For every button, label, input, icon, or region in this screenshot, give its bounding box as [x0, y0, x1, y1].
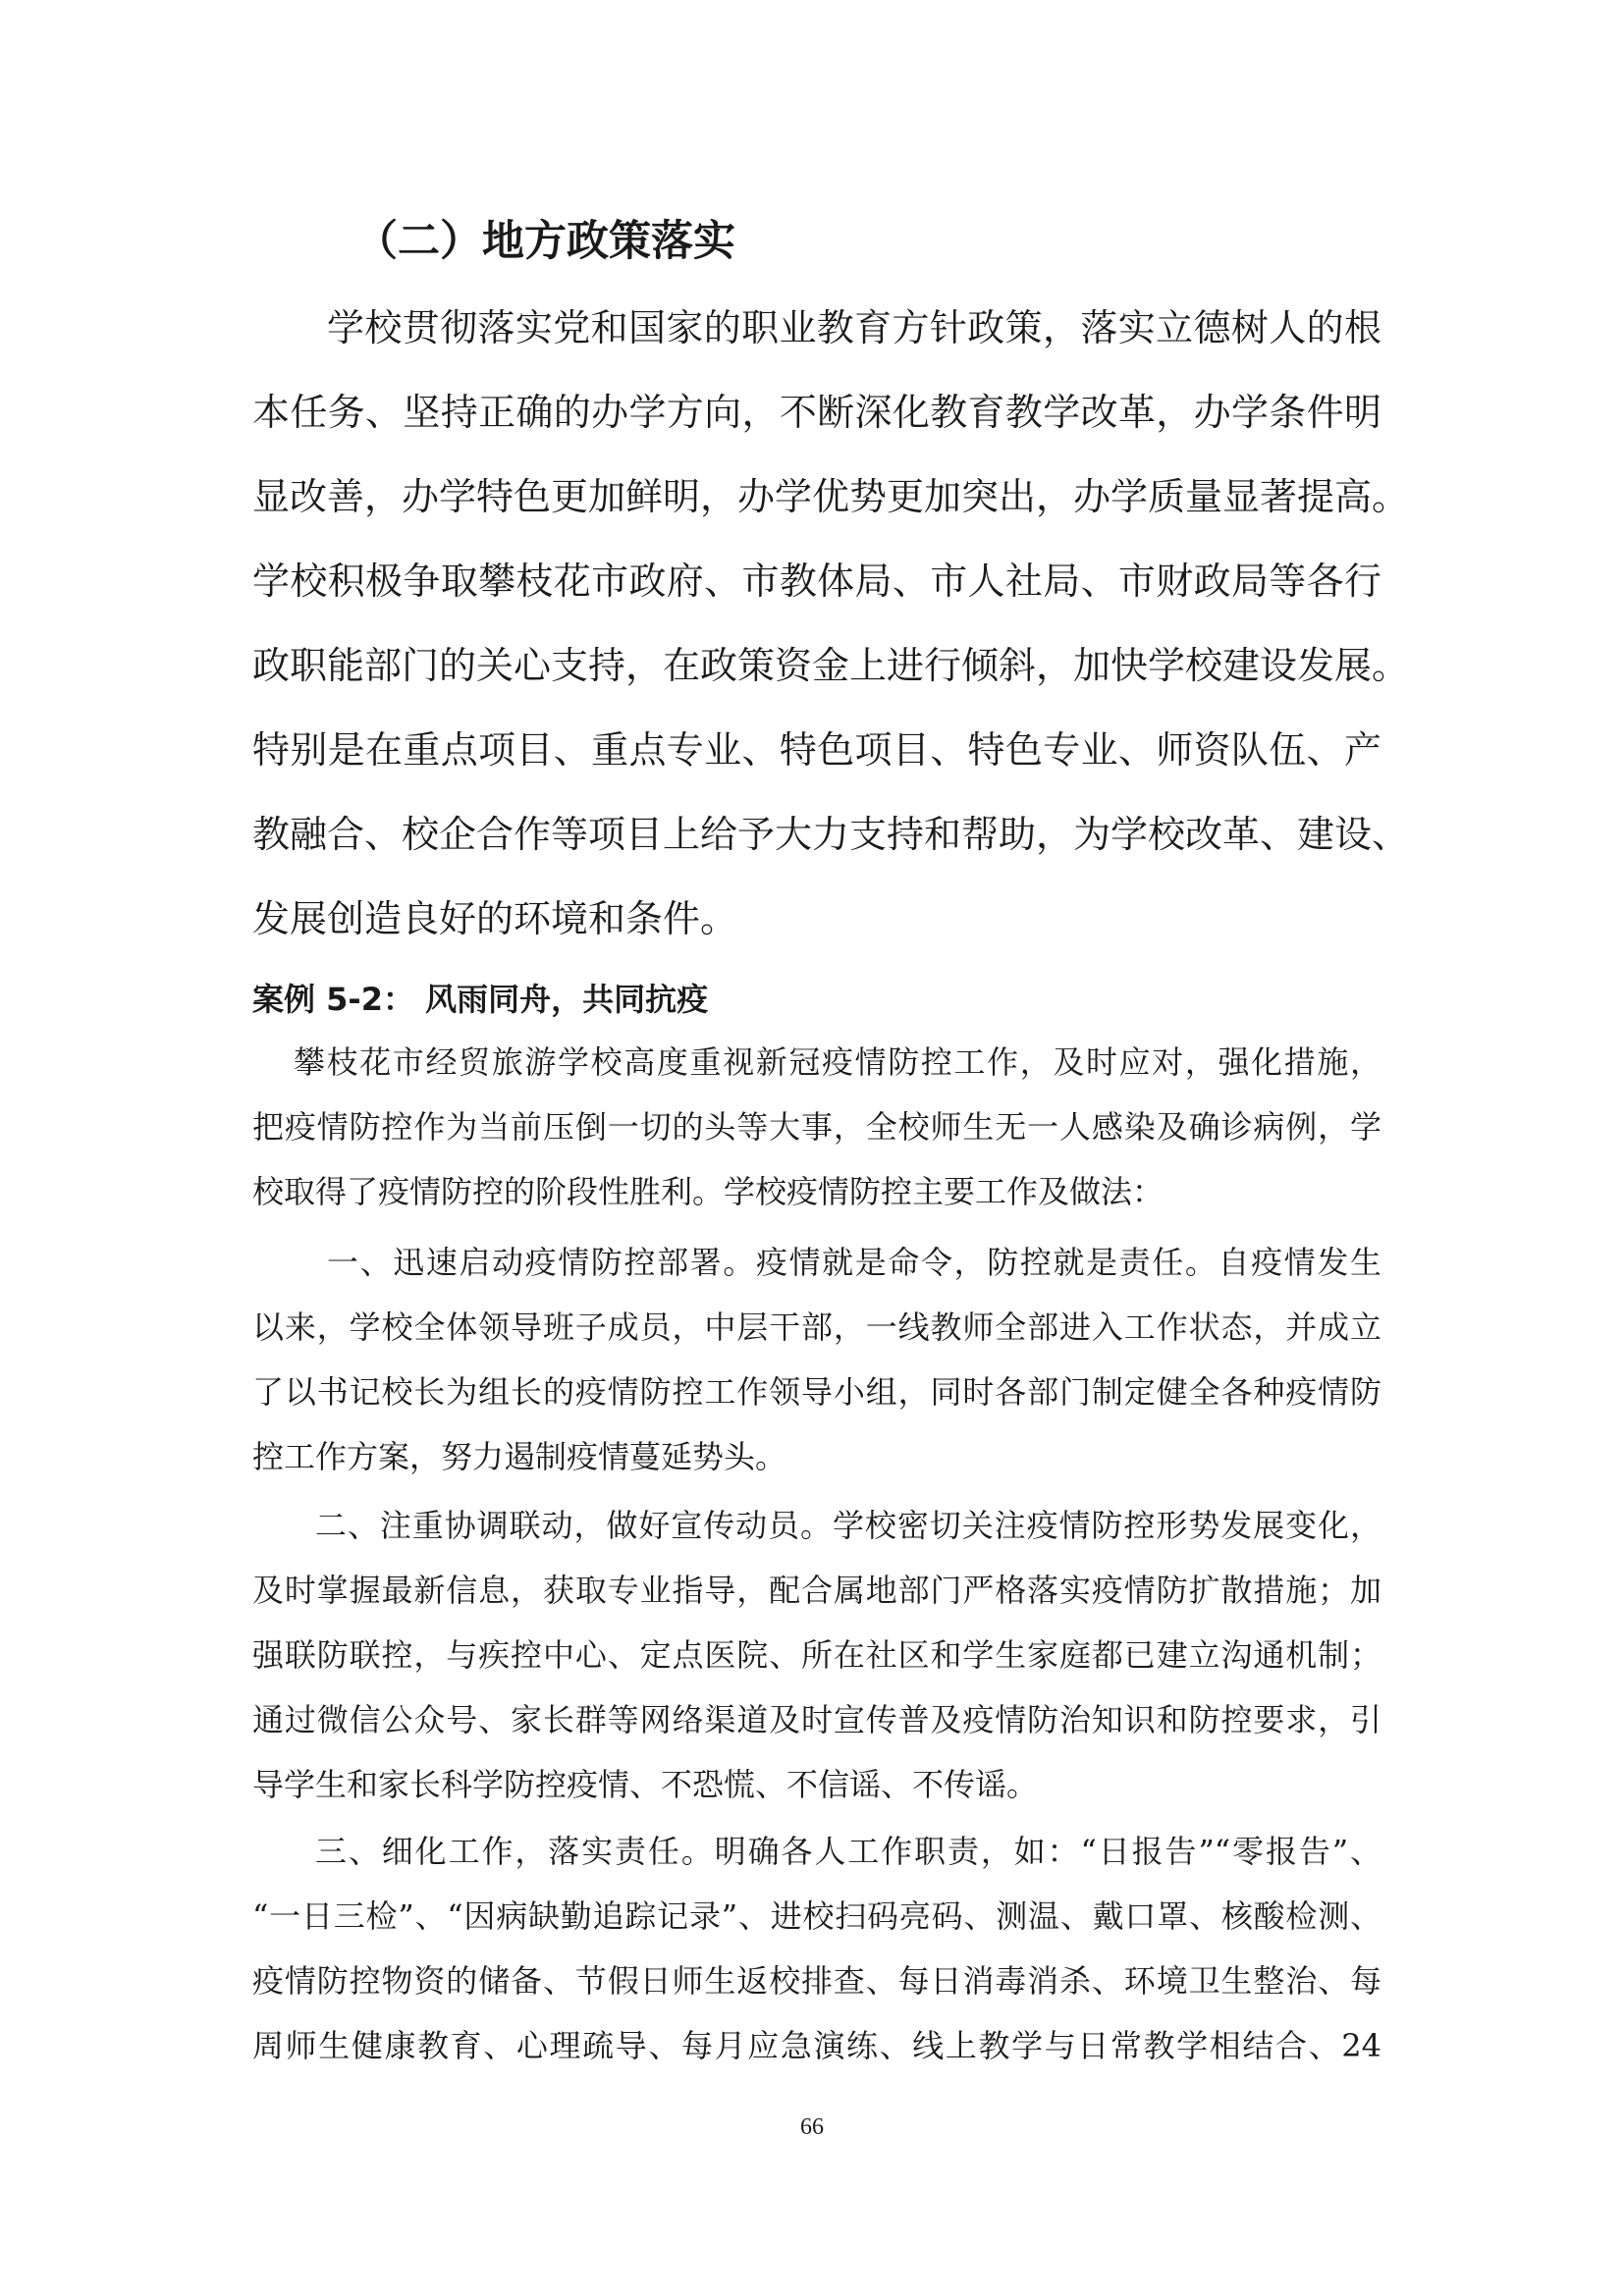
- paragraph-line: 特别是在重点项目、重点专业、特色项目、特色专业、师资队伍、产: [252, 728, 1381, 772]
- paragraph-line: 显改善，办学特色更加鲜明，办学优势更加突出，办学质量显著提高。: [252, 475, 1410, 518]
- case-point-line: 导学生和家长科学防控疫情、不恐慌、不信谣、不传谣。: [252, 1766, 1039, 1803]
- case-point-line: 周师生健康教育、心理疏导、每月应急演练、线上教学与日常教学相结合、24: [252, 2027, 1381, 2064]
- case-intro-line: 校取得了疫情防控的阶段性胜利。学校疫情防控主要工作及做法：: [252, 1173, 1164, 1210]
- case-point-line: 三、细化工作，落实责任。明确各人工作职责，如：“日报告”“零报告”、: [315, 1833, 1381, 1870]
- section-heading: （二）地方政策落实: [355, 217, 735, 266]
- paragraph-line: 发展创造良好的环境和条件。: [252, 897, 738, 940]
- case-title: 案例 5-2： 风雨同舟，共同抗疫: [252, 981, 709, 1018]
- case-point-line: 二、注重协调联动，做好宣传动员。学校密切关注疫情防控形势发展变化，: [315, 1507, 1381, 1544]
- paragraph-line: 教融合、校企合作等项目上给予大力支持和帮助，为学校改革、建设、: [252, 813, 1410, 856]
- page-number: 66: [800, 2114, 824, 2140]
- case-point-line: 通过微信公众号、家长群等网络渠道及时宣传普及疫情防治知识和防控要求，引: [252, 1701, 1381, 1738]
- case-point-line: 及时掌握最新信息，获取专业指导，配合属地部门严格落实疫情防扩散措施；加: [252, 1572, 1381, 1609]
- case-point-line: “一日三检”、“因病缺勤追踪记录”、进校扫码亮码、测温、戴口罩、核酸检测、: [252, 1897, 1381, 1935]
- case-intro-line: 攀枝花市经贸旅游学校高度重视新冠疫情防控工作，及时应对，强化措施，: [294, 1043, 1381, 1081]
- case-point-line: 强联防联控，与疾控中心、定点医院、所在社区和学生家庭都已建立沟通机制；: [252, 1636, 1381, 1674]
- case-point-line: 了以书记校长为组长的疫情防控工作领导小组，同时各部门制定健全各种疫情防: [252, 1373, 1381, 1411]
- paragraph-line: 本任务、坚持正确的办学方向，不断深化教育教学改革，办学条件明: [252, 391, 1381, 434]
- paragraph-line: 政职能部门的关心支持，在政策资金上进行倾斜，加快学校建设发展。: [252, 644, 1410, 687]
- paragraph-line: 学校积极争取攀枝花市政府、市教体局、市人社局、市财政局等各行: [252, 560, 1381, 603]
- paragraph-line: 学校贯彻落实党和国家的职业教育方针政策，落实立德树人的根: [327, 306, 1381, 349]
- case-point-line: 一、迅速启动疫情防控部署。疫情就是命令，防控就是责任。自疫情发生: [327, 1244, 1381, 1281]
- case-point-line: 疫情防控物资的储备、节假日师生返校排查、每日消毒消杀、环境卫生整治、每: [252, 1962, 1381, 2000]
- case-point-line: 控工作方案，努力遏制疫情蔓延势头。: [252, 1438, 787, 1475]
- case-intro-line: 把疫情防控作为当前压倒一切的头等大事，全校师生无一人感染及确诊病例，学: [252, 1108, 1381, 1146]
- case-point-line: 以来，学校全体领导班子成员，中层干部，一线教师全部进入工作状态，并成立: [252, 1308, 1381, 1346]
